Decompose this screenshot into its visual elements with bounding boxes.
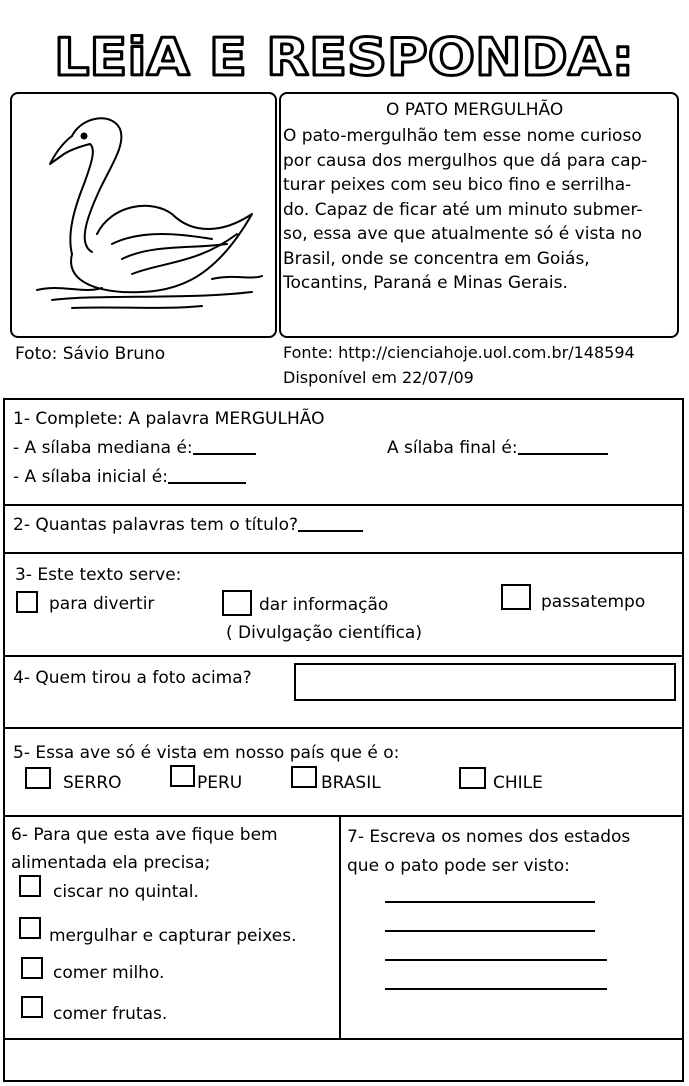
q1-inicial-blank[interactable] <box>168 482 246 484</box>
article-text <box>283 124 647 296</box>
q4-answer-field[interactable] <box>294 663 676 701</box>
divider <box>3 655 684 657</box>
column-divider <box>339 815 341 1038</box>
q5-opt4-label: CHILE <box>493 773 543 793</box>
q1-inicial <box>13 467 246 487</box>
q3-checkbox-3[interactable] <box>501 584 531 610</box>
q2-blank[interactable] <box>298 530 363 532</box>
q3-opt2-label: dar informação <box>259 595 389 615</box>
q3-opt2-note: ( Divulgação científica) <box>226 623 422 643</box>
source-url: Fonte: http://cienciahoje.uol.com.br/148594 <box>283 343 635 362</box>
photo-credit: Foto: Sávio Bruno <box>15 344 166 364</box>
q1-mediana-label: - A sílaba mediana é: <box>13 438 193 458</box>
divider <box>3 815 684 817</box>
q5-checkbox-chile[interactable] <box>459 767 486 789</box>
q1-mediana <box>13 438 256 458</box>
q5-checkbox-serro[interactable] <box>25 767 51 789</box>
q1-final <box>387 438 608 458</box>
q4-label: 4- Quem tirou a foto acima? <box>13 668 252 688</box>
article-box <box>279 92 679 338</box>
q1-title: 1- Complete: A palavra MERGULHÃO <box>13 409 325 429</box>
q5-opt2-label: PERU <box>197 773 243 793</box>
article-line: so, essa ave que atualmente só é vista no <box>283 224 642 244</box>
article-line: O pato-mergulhão tem esse nome curioso <box>283 126 642 146</box>
q6-checkbox-2[interactable] <box>19 917 41 939</box>
q6-line2: alimentada ela precisa; <box>11 853 211 873</box>
page-title <box>0 0 689 90</box>
q3-opt3-label: passatempo <box>541 592 646 612</box>
q2-label: 2- Quantas palavras tem o título? <box>13 515 298 535</box>
divider <box>3 1038 684 1040</box>
article-title: O PATO MERGULHÃO <box>386 100 564 120</box>
q7-answer-line[interactable] <box>385 959 607 961</box>
q1-mediana-blank[interactable] <box>193 453 256 455</box>
q2 <box>13 515 363 535</box>
q5-title: 5- Essa ave só é vista em nosso país que é o: <box>13 743 400 763</box>
q6-checkbox-3[interactable] <box>21 957 43 979</box>
q7-answer-line[interactable] <box>385 930 595 932</box>
article-line: do. Capaz de ficar até um minuto submer- <box>283 199 643 220</box>
q6-opt1-label: ciscar no quintal. <box>53 882 199 902</box>
q7-answer-line[interactable] <box>385 901 595 903</box>
q6-checkbox-4[interactable] <box>21 996 43 1018</box>
divider <box>3 727 684 729</box>
q6-opt4-label: comer frutas. <box>53 1004 168 1024</box>
q3-opt1-label: para divertir <box>49 594 155 614</box>
source-date: Disponível em 22/07/09 <box>283 368 474 387</box>
q3-title: 3- Este texto serve: <box>15 565 182 585</box>
swan-illustration <box>12 94 275 336</box>
article-line: turar peixes com seu bico fino e serrilha- <box>283 175 632 195</box>
q6-line1: 6- Para que esta ave fique bem <box>11 825 278 845</box>
article-line: Tocantins, Paraná e Minas Gerais. <box>283 273 568 293</box>
q5-checkbox-peru[interactable] <box>170 765 195 787</box>
q1-inicial-label: - A sílaba inicial é: <box>13 467 168 487</box>
q3-checkbox-1[interactable] <box>16 591 38 613</box>
divider <box>3 552 684 554</box>
q7-line2: que o pato pode ser visto: <box>347 856 570 876</box>
photo-frame <box>10 92 277 338</box>
q7-answer-line[interactable] <box>385 988 607 990</box>
q1-final-blank[interactable] <box>518 453 608 455</box>
q7-line1: 7- Escreva os nomes dos estados <box>347 827 631 847</box>
q6-opt3-label: comer milho. <box>53 963 165 983</box>
q1-final-label: A sílaba final é: <box>387 438 518 458</box>
article-line: por causa dos mergulhos que dá para cap- <box>283 150 648 171</box>
divider <box>3 504 684 506</box>
q5-opt1-label: SERRO <box>63 773 122 793</box>
q6-opt2-label: mergulhar e capturar peixes. <box>49 926 297 946</box>
q3-checkbox-2[interactable] <box>222 590 252 616</box>
article-line: Brasil, onde se concentra em Goiás, <box>283 248 590 269</box>
page-title-text: LEiA E RESPONDA: <box>54 28 634 88</box>
q5-checkbox-brasil[interactable] <box>291 766 317 788</box>
q6-checkbox-1[interactable] <box>19 875 41 897</box>
q5-opt3-label: BRASIL <box>321 773 381 793</box>
